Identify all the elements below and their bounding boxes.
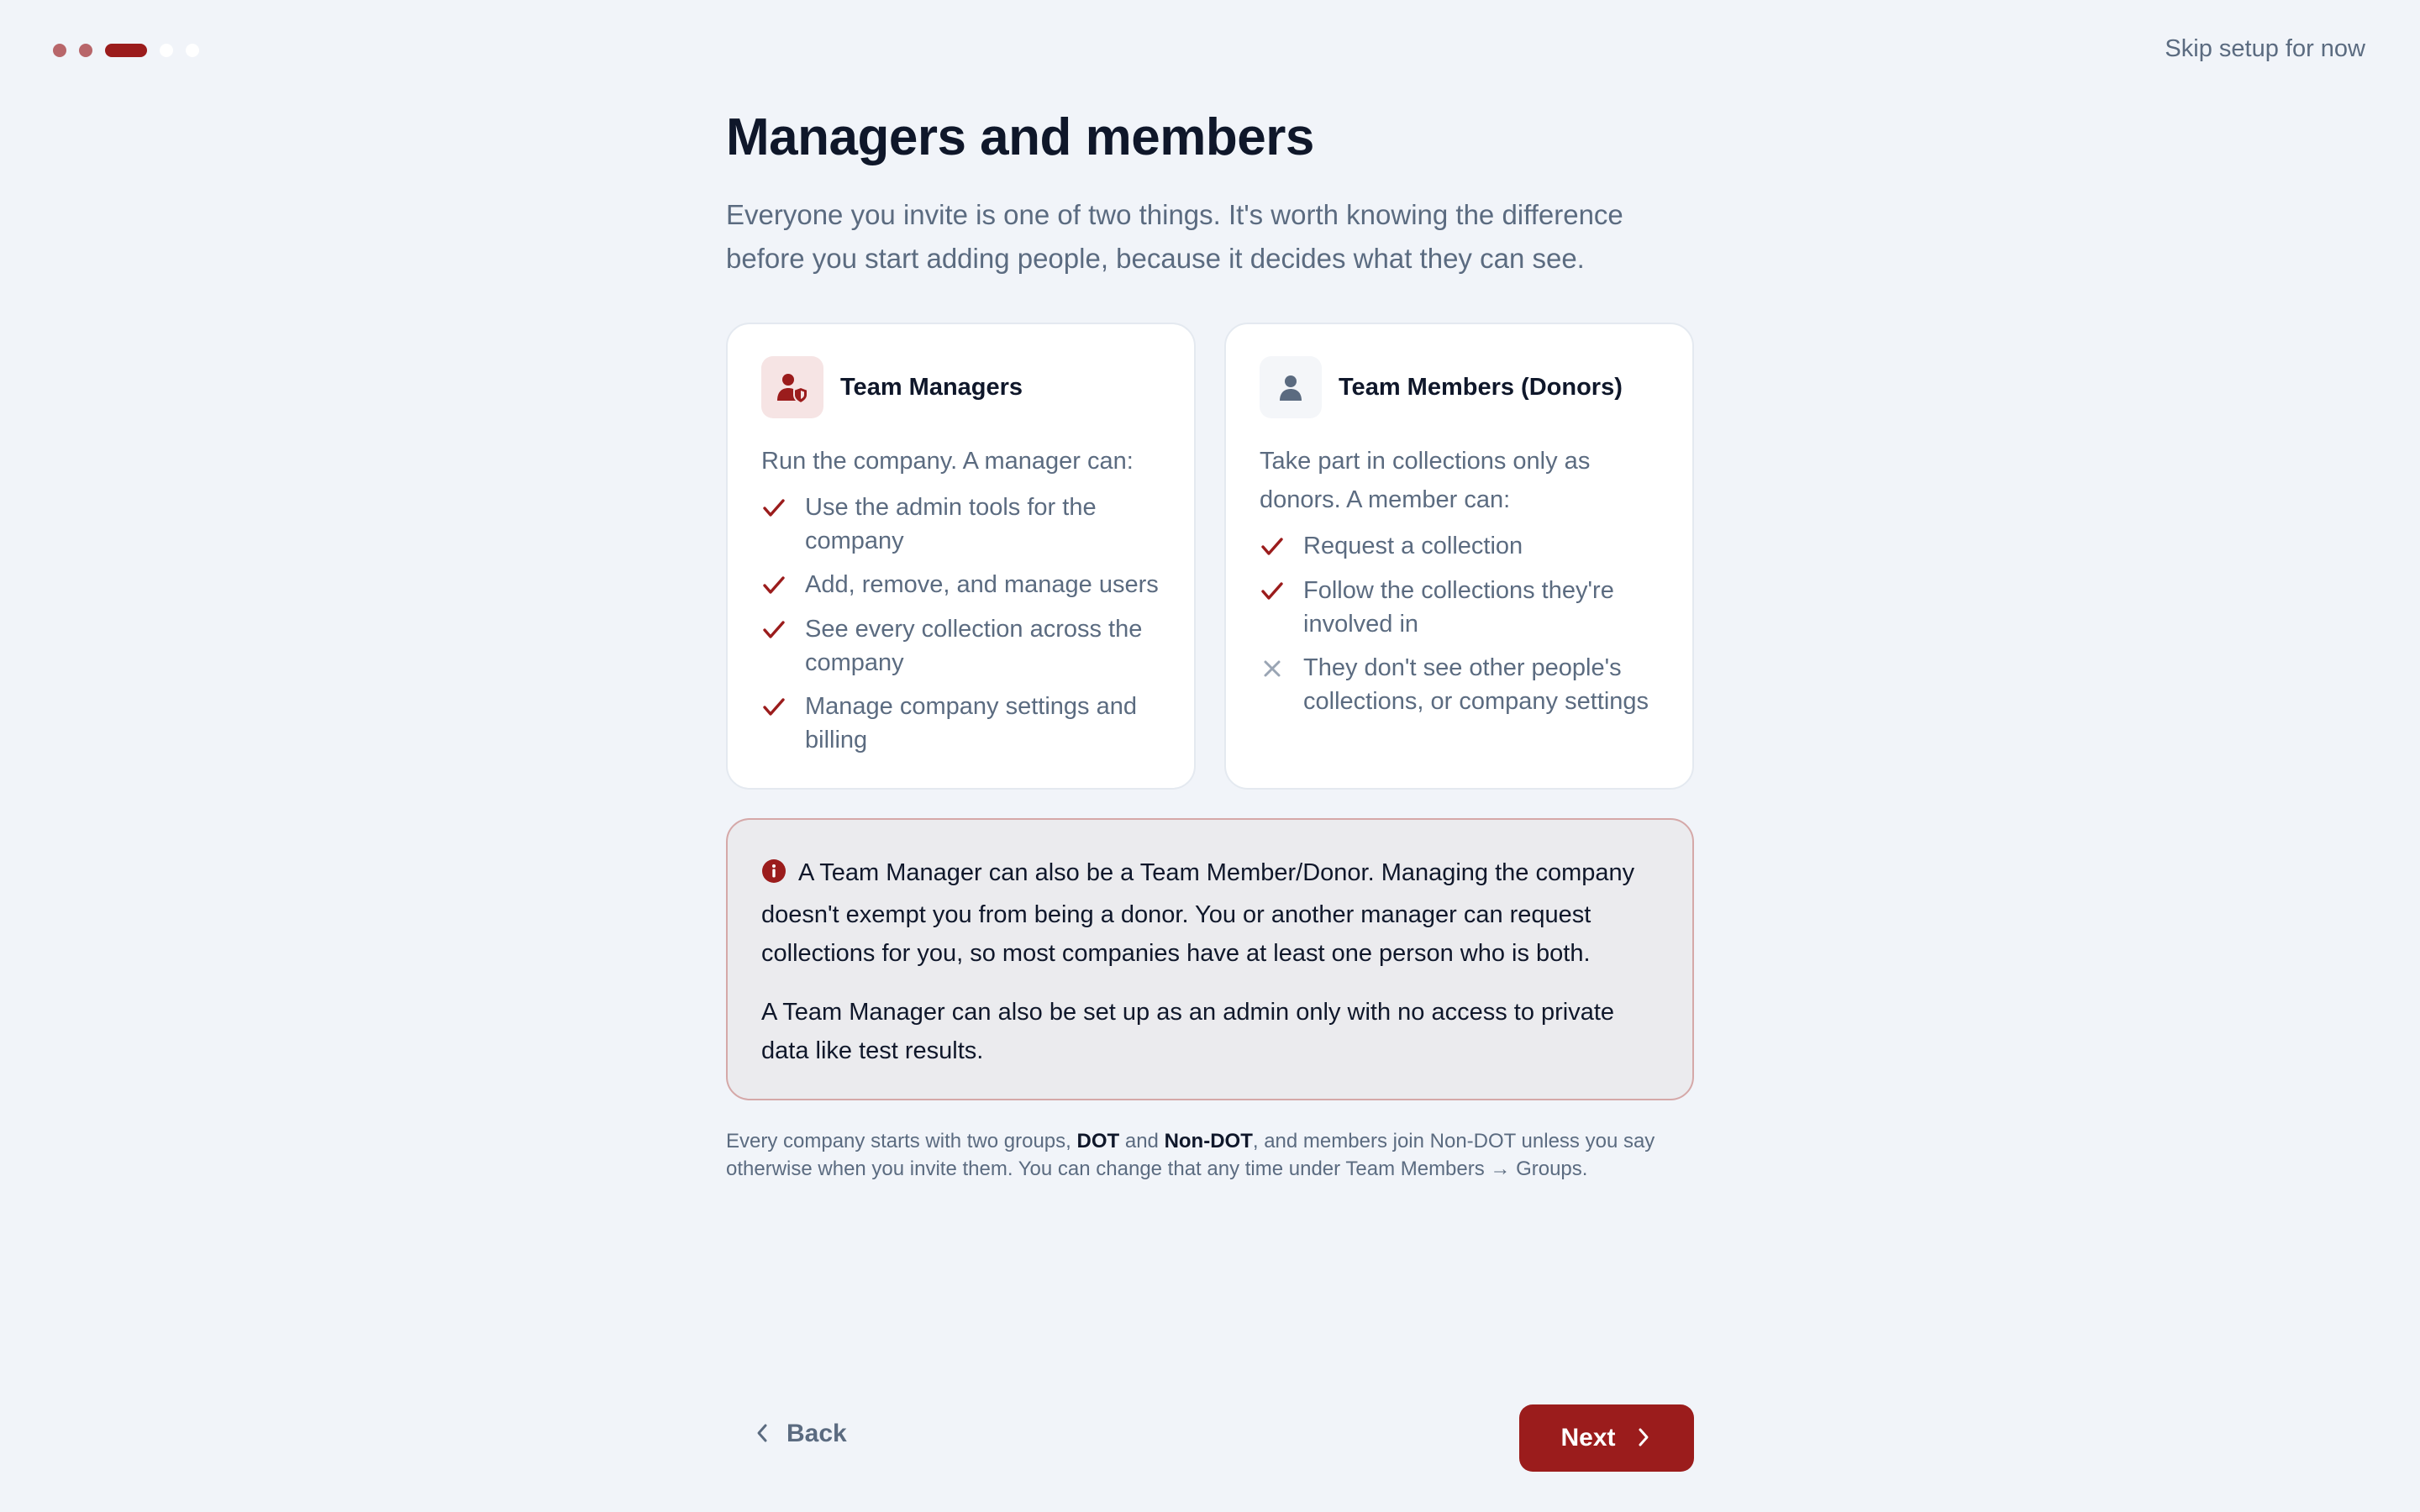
group-dot-label: DOT <box>1076 1130 1120 1152</box>
permission-text: See every collection across the company <box>805 616 1143 676</box>
permission-item <box>761 612 1160 680</box>
progress-dot-3-current <box>105 44 147 57</box>
progress-dot-1 <box>53 44 66 57</box>
permission-item <box>761 491 1160 558</box>
card-title: Team Managers <box>840 373 1023 401</box>
chevron-right-icon <box>1634 1426 1653 1451</box>
next-label: Next <box>1560 1424 1616 1452</box>
step-progress <box>53 44 199 57</box>
check-icon <box>1260 534 1288 564</box>
permission-item <box>1260 574 1659 641</box>
page-subtitle: Everyone you invite is one of two things. It's worth knowing the difference before you start adding people, because it decides what they can see. <box>726 199 1623 274</box>
back-label: Back <box>786 1420 847 1447</box>
card-header <box>1260 356 1659 418</box>
permission-item <box>1260 651 1659 718</box>
next-button[interactable] <box>1519 1404 1694 1472</box>
permission-item <box>761 568 1160 602</box>
footnote-text: and <box>1119 1130 1165 1152</box>
group-non-dot-label: Non-DOT <box>1164 1130 1253 1152</box>
progress-dot-4 <box>160 44 173 57</box>
groups-footnote <box>726 1127 1694 1183</box>
footnote-text: Every company starts with two groups, <box>726 1130 1077 1152</box>
page-title: Managers and members <box>726 108 1314 166</box>
check-icon <box>761 695 790 724</box>
permission-item <box>761 690 1160 757</box>
permission-item <box>1260 529 1659 564</box>
card-intro: Take part in collections only as donors. A member can: <box>1260 448 1591 513</box>
progress-dot-2 <box>79 44 92 57</box>
team-managers-card <box>726 323 1196 790</box>
check-icon <box>761 617 790 647</box>
check-icon <box>761 573 790 602</box>
card-intro: Run the company. A manager can: <box>761 448 1134 475</box>
x-icon <box>1260 656 1288 685</box>
check-icon <box>761 496 790 525</box>
permission-text: Add, remove, and manage users <box>805 571 1159 598</box>
info-icon <box>761 857 786 895</box>
user-icon <box>1260 356 1322 418</box>
user-shield-icon <box>761 356 823 418</box>
role-cards <box>726 323 1694 790</box>
skip-setup-button[interactable]: Skip setup for now <box>2165 35 2365 62</box>
footnote-text: , and members join Non-DOT unless you say otherwise when you invite them. You can change that any time under Team Members → Groups. <box>726 1130 1655 1180</box>
permission-text: They don't see other people's collections, or company settings <box>1303 654 1649 715</box>
permission-text: Request a collection <box>1303 533 1523 559</box>
callout-text-1: A Team Manager can also be a Team Member/Donor. Managing the company doesn't exempt you from being a donor. You or another manager can request collections for you, so most companies have at least one person who is both. <box>761 859 1635 967</box>
card-header <box>761 356 1160 418</box>
check-icon <box>1260 579 1288 608</box>
callout-paragraph-1 <box>761 853 1659 973</box>
team-members-card <box>1224 323 1694 790</box>
chevron-left-icon <box>753 1422 771 1446</box>
progress-dot-5 <box>186 44 199 57</box>
permission-text: Follow the collections they're involved in <box>1303 577 1614 638</box>
main-content <box>726 108 1694 1183</box>
callout-paragraph-2: A Team Manager can also be set up as an admin only with no access to private data like test results. <box>761 999 1615 1064</box>
card-title: Team Members (Donors) <box>1339 373 1623 401</box>
permission-list <box>1260 529 1659 718</box>
permission-text: Manage company settings and billing <box>805 693 1137 753</box>
info-callout <box>726 818 1694 1100</box>
permission-list <box>761 491 1160 757</box>
back-button[interactable] <box>753 1420 847 1448</box>
permission-text: Use the admin tools for the company <box>805 494 1097 554</box>
